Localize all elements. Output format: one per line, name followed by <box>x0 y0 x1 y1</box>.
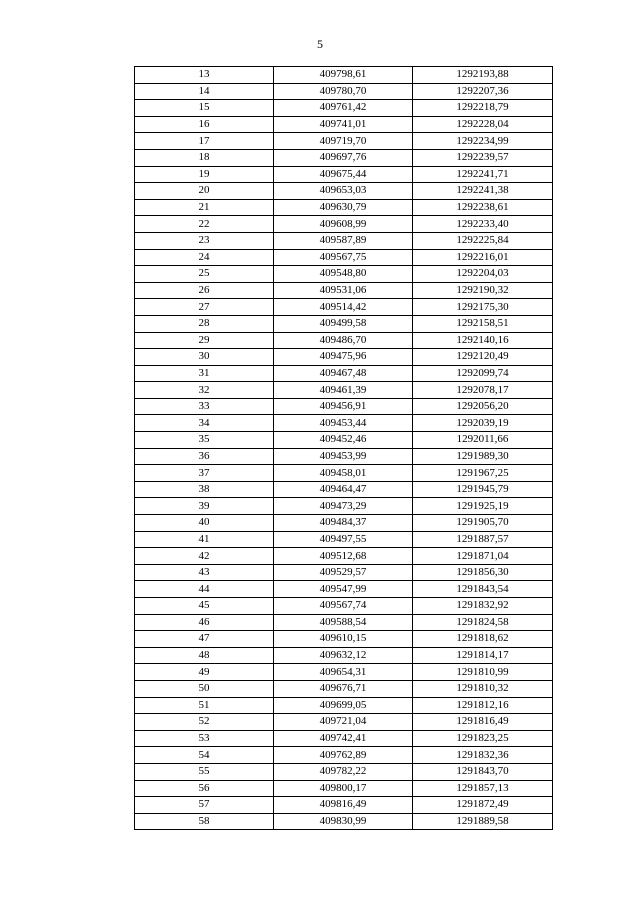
point-number-cell: 31 <box>135 365 274 382</box>
x-coordinate-cell: 409512,68 <box>274 548 413 565</box>
table-row <box>135 315 553 332</box>
table-row <box>135 813 553 830</box>
point-number-cell: 13 <box>135 67 274 84</box>
y-coordinate-cell: 1292218,79 <box>413 100 553 117</box>
table-row <box>135 67 553 84</box>
y-coordinate-cell: 1292234,99 <box>413 133 553 150</box>
y-coordinate-cell: 1291889,58 <box>413 813 553 830</box>
x-coordinate-cell: 409699,05 <box>274 697 413 714</box>
table-row <box>135 382 553 399</box>
y-coordinate-cell: 1291810,32 <box>413 680 553 697</box>
x-coordinate-cell: 409653,03 <box>274 183 413 200</box>
coordinates-table <box>134 66 553 830</box>
y-coordinate-cell: 1291843,70 <box>413 763 553 780</box>
x-coordinate-cell: 409654,31 <box>274 664 413 681</box>
x-coordinate-cell: 409456,91 <box>274 398 413 415</box>
point-number-cell: 18 <box>135 149 274 166</box>
y-coordinate-cell: 1291812,16 <box>413 697 553 714</box>
table-row <box>135 100 553 117</box>
point-number-cell: 37 <box>135 465 274 482</box>
y-coordinate-cell: 1291905,70 <box>413 515 553 532</box>
point-number-cell: 39 <box>135 498 274 515</box>
x-coordinate-cell: 409630,79 <box>274 199 413 216</box>
x-coordinate-cell: 409608,99 <box>274 216 413 233</box>
x-coordinate-cell: 409816,49 <box>274 797 413 814</box>
x-coordinate-cell: 409473,29 <box>274 498 413 515</box>
x-coordinate-cell: 409547,99 <box>274 581 413 598</box>
x-coordinate-cell: 409529,57 <box>274 564 413 581</box>
point-number-cell: 35 <box>135 432 274 449</box>
x-coordinate-cell: 409780,70 <box>274 83 413 100</box>
y-coordinate-cell: 1291989,30 <box>413 448 553 465</box>
x-coordinate-cell: 409486,70 <box>274 332 413 349</box>
table-row <box>135 398 553 415</box>
point-number-cell: 43 <box>135 564 274 581</box>
table-row <box>135 299 553 316</box>
point-number-cell: 22 <box>135 216 274 233</box>
table-row <box>135 332 553 349</box>
point-number-cell: 34 <box>135 415 274 432</box>
x-coordinate-cell: 409800,17 <box>274 780 413 797</box>
x-coordinate-cell: 409675,44 <box>274 166 413 183</box>
point-number-cell: 45 <box>135 598 274 615</box>
x-coordinate-cell: 409610,15 <box>274 631 413 648</box>
point-number-cell: 50 <box>135 680 274 697</box>
point-number-cell: 38 <box>135 481 274 498</box>
point-number-cell: 56 <box>135 780 274 797</box>
x-coordinate-cell: 409499,58 <box>274 315 413 332</box>
table-row <box>135 432 553 449</box>
table-row <box>135 581 553 598</box>
table-row <box>135 249 553 266</box>
point-number-cell: 49 <box>135 664 274 681</box>
table-row <box>135 631 553 648</box>
x-coordinate-cell: 409567,75 <box>274 249 413 266</box>
y-coordinate-cell: 1292207,36 <box>413 83 553 100</box>
table-row <box>135 133 553 150</box>
point-number-cell: 41 <box>135 531 274 548</box>
y-coordinate-cell: 1291872,49 <box>413 797 553 814</box>
table-row <box>135 664 553 681</box>
point-number-cell: 51 <box>135 697 274 714</box>
table-row <box>135 415 553 432</box>
table-row <box>135 183 553 200</box>
point-number-cell: 23 <box>135 232 274 249</box>
y-coordinate-cell: 1292225,84 <box>413 232 553 249</box>
x-coordinate-cell: 409475,96 <box>274 349 413 366</box>
point-number-cell: 20 <box>135 183 274 200</box>
y-coordinate-cell: 1291871,04 <box>413 548 553 565</box>
point-number-cell: 42 <box>135 548 274 565</box>
x-coordinate-cell: 409742,41 <box>274 730 413 747</box>
y-coordinate-cell: 1292233,40 <box>413 216 553 233</box>
table-row <box>135 149 553 166</box>
table-row <box>135 116 553 133</box>
table-row <box>135 714 553 731</box>
x-coordinate-cell: 409531,06 <box>274 282 413 299</box>
point-number-cell: 17 <box>135 133 274 150</box>
page-number: 5 <box>317 37 323 51</box>
y-coordinate-cell: 1291967,25 <box>413 465 553 482</box>
x-coordinate-cell: 409632,12 <box>274 647 413 664</box>
y-coordinate-cell: 1292216,01 <box>413 249 553 266</box>
x-coordinate-cell: 409741,01 <box>274 116 413 133</box>
x-coordinate-cell: 409453,99 <box>274 448 413 465</box>
point-number-cell: 33 <box>135 398 274 415</box>
y-coordinate-cell: 1292238,61 <box>413 199 553 216</box>
x-coordinate-cell: 409719,70 <box>274 133 413 150</box>
table-row <box>135 282 553 299</box>
table-row <box>135 199 553 216</box>
table-row <box>135 564 553 581</box>
x-coordinate-cell: 409461,39 <box>274 382 413 399</box>
y-coordinate-cell: 1292193,88 <box>413 67 553 84</box>
point-number-cell: 19 <box>135 166 274 183</box>
table-row <box>135 216 553 233</box>
y-coordinate-cell: 1291856,30 <box>413 564 553 581</box>
point-number-cell: 25 <box>135 266 274 283</box>
point-number-cell: 48 <box>135 647 274 664</box>
y-coordinate-cell: 1292039,19 <box>413 415 553 432</box>
table-row <box>135 730 553 747</box>
y-coordinate-cell: 1291887,57 <box>413 531 553 548</box>
x-coordinate-cell: 409782,22 <box>274 763 413 780</box>
point-number-cell: 27 <box>135 299 274 316</box>
table-row <box>135 697 553 714</box>
y-coordinate-cell: 1292120,49 <box>413 349 553 366</box>
point-number-cell: 14 <box>135 83 274 100</box>
x-coordinate-cell: 409464,47 <box>274 481 413 498</box>
y-coordinate-cell: 1291843,54 <box>413 581 553 598</box>
table-row <box>135 498 553 515</box>
point-number-cell: 26 <box>135 282 274 299</box>
table-row <box>135 598 553 615</box>
x-coordinate-cell: 409697,76 <box>274 149 413 166</box>
table-row <box>135 614 553 631</box>
point-number-cell: 21 <box>135 199 274 216</box>
table-row <box>135 531 553 548</box>
point-number-cell: 58 <box>135 813 274 830</box>
table-row <box>135 763 553 780</box>
table-row <box>135 780 553 797</box>
coordinates-table-body <box>135 67 553 830</box>
x-coordinate-cell: 409453,44 <box>274 415 413 432</box>
point-number-cell: 32 <box>135 382 274 399</box>
y-coordinate-cell: 1291925,19 <box>413 498 553 515</box>
table-row <box>135 448 553 465</box>
y-coordinate-cell: 1292158,51 <box>413 315 553 332</box>
point-number-cell: 52 <box>135 714 274 731</box>
x-coordinate-cell: 409567,74 <box>274 598 413 615</box>
x-coordinate-cell: 409497,55 <box>274 531 413 548</box>
table-row <box>135 548 553 565</box>
y-coordinate-cell: 1291832,92 <box>413 598 553 615</box>
y-coordinate-cell: 1291818,62 <box>413 631 553 648</box>
y-coordinate-cell: 1292241,71 <box>413 166 553 183</box>
point-number-cell: 57 <box>135 797 274 814</box>
point-number-cell: 30 <box>135 349 274 366</box>
y-coordinate-cell: 1292239,57 <box>413 149 553 166</box>
x-coordinate-cell: 409721,04 <box>274 714 413 731</box>
x-coordinate-cell: 409452,46 <box>274 432 413 449</box>
table-row <box>135 481 553 498</box>
table-row <box>135 365 553 382</box>
x-coordinate-cell: 409458,01 <box>274 465 413 482</box>
y-coordinate-cell: 1291857,13 <box>413 780 553 797</box>
table-row <box>135 747 553 764</box>
table-row <box>135 515 553 532</box>
y-coordinate-cell: 1292056,20 <box>413 398 553 415</box>
point-number-cell: 47 <box>135 631 274 648</box>
table-row <box>135 349 553 366</box>
y-coordinate-cell: 1291824,58 <box>413 614 553 631</box>
x-coordinate-cell: 409587,89 <box>274 232 413 249</box>
y-coordinate-cell: 1292204,03 <box>413 266 553 283</box>
y-coordinate-cell: 1292078,17 <box>413 382 553 399</box>
x-coordinate-cell: 409798,61 <box>274 67 413 84</box>
point-number-cell: 36 <box>135 448 274 465</box>
y-coordinate-cell: 1292190,32 <box>413 282 553 299</box>
point-number-cell: 29 <box>135 332 274 349</box>
point-number-cell: 24 <box>135 249 274 266</box>
x-coordinate-cell: 409588,54 <box>274 614 413 631</box>
x-coordinate-cell: 409676,71 <box>274 680 413 697</box>
table-row <box>135 797 553 814</box>
y-coordinate-cell: 1292140,16 <box>413 332 553 349</box>
point-number-cell: 54 <box>135 747 274 764</box>
x-coordinate-cell: 409761,42 <box>274 100 413 117</box>
point-number-cell: 53 <box>135 730 274 747</box>
table-row <box>135 647 553 664</box>
point-number-cell: 46 <box>135 614 274 631</box>
point-number-cell: 55 <box>135 763 274 780</box>
y-coordinate-cell: 1292099,74 <box>413 365 553 382</box>
point-number-cell: 16 <box>135 116 274 133</box>
y-coordinate-cell: 1291945,79 <box>413 481 553 498</box>
table-row <box>135 680 553 697</box>
x-coordinate-cell: 409514,42 <box>274 299 413 316</box>
y-coordinate-cell: 1292241,38 <box>413 183 553 200</box>
y-coordinate-cell: 1291832,36 <box>413 747 553 764</box>
x-coordinate-cell: 409467,48 <box>274 365 413 382</box>
table-row <box>135 266 553 283</box>
point-number-cell: 44 <box>135 581 274 598</box>
table-row <box>135 83 553 100</box>
x-coordinate-cell: 409484,37 <box>274 515 413 532</box>
table-row <box>135 232 553 249</box>
x-coordinate-cell: 409830,99 <box>274 813 413 830</box>
y-coordinate-cell: 1291823,25 <box>413 730 553 747</box>
table-row <box>135 465 553 482</box>
table-row <box>135 166 553 183</box>
point-number-cell: 15 <box>135 100 274 117</box>
y-coordinate-cell: 1291814,17 <box>413 647 553 664</box>
x-coordinate-cell: 409548,80 <box>274 266 413 283</box>
y-coordinate-cell: 1292011,66 <box>413 432 553 449</box>
point-number-cell: 28 <box>135 315 274 332</box>
y-coordinate-cell: 1292228,04 <box>413 116 553 133</box>
point-number-cell: 40 <box>135 515 274 532</box>
x-coordinate-cell: 409762,89 <box>274 747 413 764</box>
y-coordinate-cell: 1292175,30 <box>413 299 553 316</box>
y-coordinate-cell: 1291816,49 <box>413 714 553 731</box>
y-coordinate-cell: 1291810,99 <box>413 664 553 681</box>
